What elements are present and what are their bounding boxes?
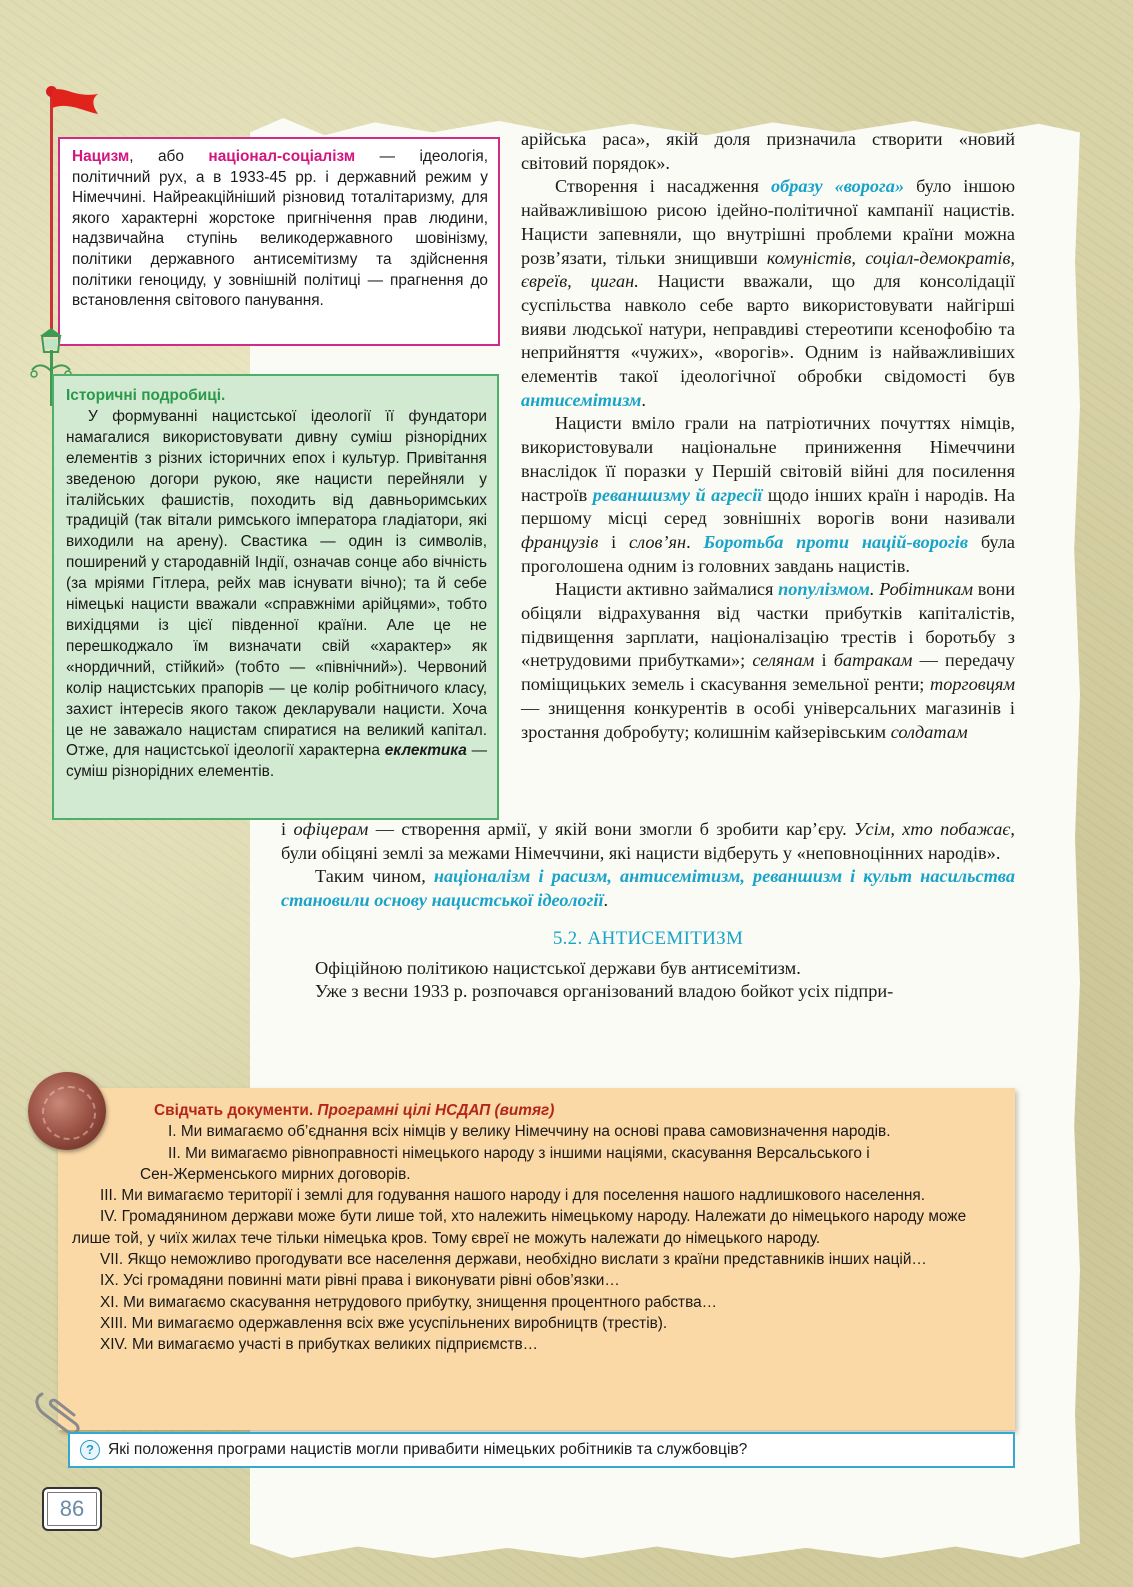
text-run: — знищення конкурентів в особі універсальних магазинів і зростання добробуту; колишнім кайзерівським [521, 697, 1015, 742]
text-run: . [686, 531, 704, 552]
text-run: . [603, 890, 609, 911]
italic-text: французів [521, 531, 599, 552]
term-national-socialism: націонал-соціалізм [208, 148, 356, 165]
page-number: 86 [42, 1487, 102, 1531]
term-eclecticism: еклектика [384, 742, 467, 760]
historical-details-tail: — суміш різнорідних елементів. [66, 742, 487, 781]
italic-text: батракам [833, 650, 913, 671]
question-text: Які положення програми нацистів могли привабити німецьких робітників та службовців? [108, 1441, 748, 1458]
wide-text-block [281, 818, 1015, 1004]
paragraph [521, 175, 1015, 412]
highlight-antisemitism: антисемітизм [521, 389, 642, 410]
paperclip-icon [32, 1388, 84, 1438]
document-item: I. Ми вимагаємо об’єднання всіх німців у велику Німеччину на основі права самовизначення народів. [168, 1123, 891, 1141]
highlight-populism: популізмом [778, 579, 870, 600]
document-item: II. Ми вимагаємо рівноправності німецького народу з іншими націями, скасування Версальського і [168, 1144, 870, 1162]
text-run: , були обіцяні землі за межами Німеччини, які нацисти відберуть у «неповноцінних народів». [281, 819, 1015, 863]
text-run: Нацисти вміло грали на патріотичних почуттях німців, використовували національне приниження Німеччини внаслідок її поразки у Першій світовій війні для посилення настроїв [521, 413, 1015, 505]
question-box [68, 1432, 1015, 1468]
document-item: Сен-Жерменського мирних договорів. [140, 1165, 411, 1183]
text-run: і [281, 819, 294, 839]
text-run: Створення і насадження [555, 176, 771, 197]
italic-text: офіцерам [293, 819, 369, 839]
italic-text: Усім, хто побажає [854, 819, 1011, 839]
text-run: було іншою найважливішою рисою ідейно-політичної кампанії нацистів. Нацисти запевняли, що внутрішні проблеми країни можна розв’язати, тільки знищивши [521, 176, 1015, 268]
text-run: щодо інших країн і народів. На першому місці серед зовнішніх ворогів вони називали [521, 484, 1016, 529]
italic-text: слов’ян [629, 531, 687, 552]
text-run: — створення армії, у якій вони змогли б зробити кар’єру. [368, 819, 855, 839]
highlight-fight-enemies: Боротьба проти націй-ворогів [703, 531, 968, 552]
italic-text: торговцям [930, 674, 1015, 695]
highlight-revanchism: реваншизму й агресії [592, 484, 763, 505]
document-item: IV. Громадянином держави може бути лише той, хто належить німецькому народу. Належати до німецького народу може лише той, у чиїх жилах тече тільки німецька кров. Тому євреї не можуть належати до німецького народу. [72, 1208, 967, 1247]
document-item: IX. Усі громадяни повинні мати рівні права і виконувати рівні обов’язки… [100, 1272, 620, 1290]
definition-box [58, 137, 500, 346]
text-run: і [814, 650, 834, 671]
paragraph: Уже з весни 1933 р. розпочався організований владою бойкот усіх підпри- [315, 981, 894, 1002]
document-item: XIII. Ми вимагаємо одержавлення всіх вже усуспільнених виробництв (трестів). [100, 1314, 668, 1332]
wax-seal-icon [28, 1072, 106, 1150]
document-item: VII. Якщо неможливо прогодувати все населення держави, необхідно вислати з країни представників інших націй… [100, 1251, 927, 1269]
document-title [72, 1100, 1001, 1121]
document-title-label: Свідчать документи. [154, 1102, 314, 1119]
historical-details-title: Історичні подробиці. [66, 387, 226, 404]
flag-icon [50, 92, 53, 332]
definition-text: — ідеологія, політичний рух, а в 1933-45 рр. і державний режим у Німеччині. Найреакційніший різновид тоталітаризму, для якого характерні жорстоке пригнічення прав людини, надзвичайна ступінь великодержавного шовінізму, політики державного антисемітизму та здійснення політики геноциду, у зовнішній політиці — прагнення до встановлення світового панування. [72, 148, 488, 310]
section-title: 5.2. АНТИСЕМІТИЗМ [552, 927, 744, 949]
highlight-conclusion: націоналізм і расизм, антисемітизм, реваншизм і культ насильства становили основу нацистської ідеології [281, 866, 1015, 911]
paragraph: арійська раса», якій доля призначила створити «новий світовий порядок». [521, 129, 1015, 173]
main-text-column [521, 128, 1015, 744]
historical-details-box [52, 374, 499, 820]
highlight-enemy-image: образу «ворога» [770, 176, 905, 197]
text-run: Нацисти вважали, що для консолідації суспільства навколо себе варто використовувати найгірші вияви людської натури, неправдиві стереотипи ксенофобію та неприйняття «чужих», «ворогів». Одним із найважливіших елементів такої ідеологічної обробки свідомості був [521, 271, 1016, 387]
document-item: XI. Ми вимагаємо скасування нетрудового прибутку, знищення процентного рабства… [100, 1293, 718, 1311]
historical-details-body: У формуванні нацистської ідеології її фундатори намагалися використовувати дивну суміш різнорідних елементів з різних історичних епох і культур. Привітання зведеною догори рукою, яке нацисти перейняли у італійських фашистів, походить від давньоримських традицій (так вітали римського імператора гладіатори, які виходили на арену). Свастика — один із символів, поширений у стародавній Індії, означав сонце або вічність (за мріями Гітлера, рейх мав існувати вічно); та й себе німецькі нацисти вважали «справжніми арійцями», тобто вихідцями із цієї південної країни. Але це не перешкоджало їм визначати свій «характер» як «нордичний, стійкий» (тобто — «північний»). Червоний колір нацистських прапорів — це колір робітничого класу, захист інтересів якого також декларували нацисти. Хоча це не заважало нацистам спиратися на великий капітал. Отже, для нацистської ідеології характерна [66, 407, 487, 760]
text-run: . [641, 389, 646, 410]
italic-text: комуністів, соціал-демократів, євреїв, циган. [521, 247, 1015, 292]
historical-details-text [66, 407, 487, 783]
paragraph [281, 818, 1015, 865]
paragraph [521, 578, 1015, 744]
text-run: вони обіцяли відрахування від частки прибутків капіталістів, підвищення зарплати, націоналізацію трестів і боротьбу з «нетрудовими прибутками»; [521, 579, 1015, 671]
paragraph: Офіційною політикою нацистської держави був антисемітизм. [315, 957, 801, 978]
document-box [58, 1088, 1015, 1430]
text-run: і [598, 531, 630, 552]
question-icon: ? [80, 1440, 100, 1460]
text-run: Нацисти активно займалися [555, 579, 779, 600]
document-item: III. Ми вимагаємо території і землі для годування нашого народу і для поселення нашого надлишкового населення. [100, 1187, 926, 1205]
italic-text: селянам [752, 650, 815, 671]
text-run: була проголошена одним із головних завдань нацистів. [521, 531, 1015, 576]
text-run: — передачу поміщицьких земель і скасування земельної ренти; [521, 650, 1015, 695]
italic-text: Робітникам [879, 579, 974, 600]
term-nazism: Нацизм [72, 148, 130, 165]
text-run: . [869, 579, 880, 600]
italic-text: солдатам [890, 721, 968, 742]
text-run: Таким чином, [315, 866, 434, 887]
definition-connector: , або [129, 148, 209, 165]
paragraph [281, 865, 1015, 912]
document-item: XIV. Ми вимагаємо участі в прибутках великих підприємств… [100, 1336, 539, 1354]
paragraph [521, 412, 1015, 578]
document-title-name: Програмні цілі НСДАП (витяг) [313, 1102, 555, 1119]
